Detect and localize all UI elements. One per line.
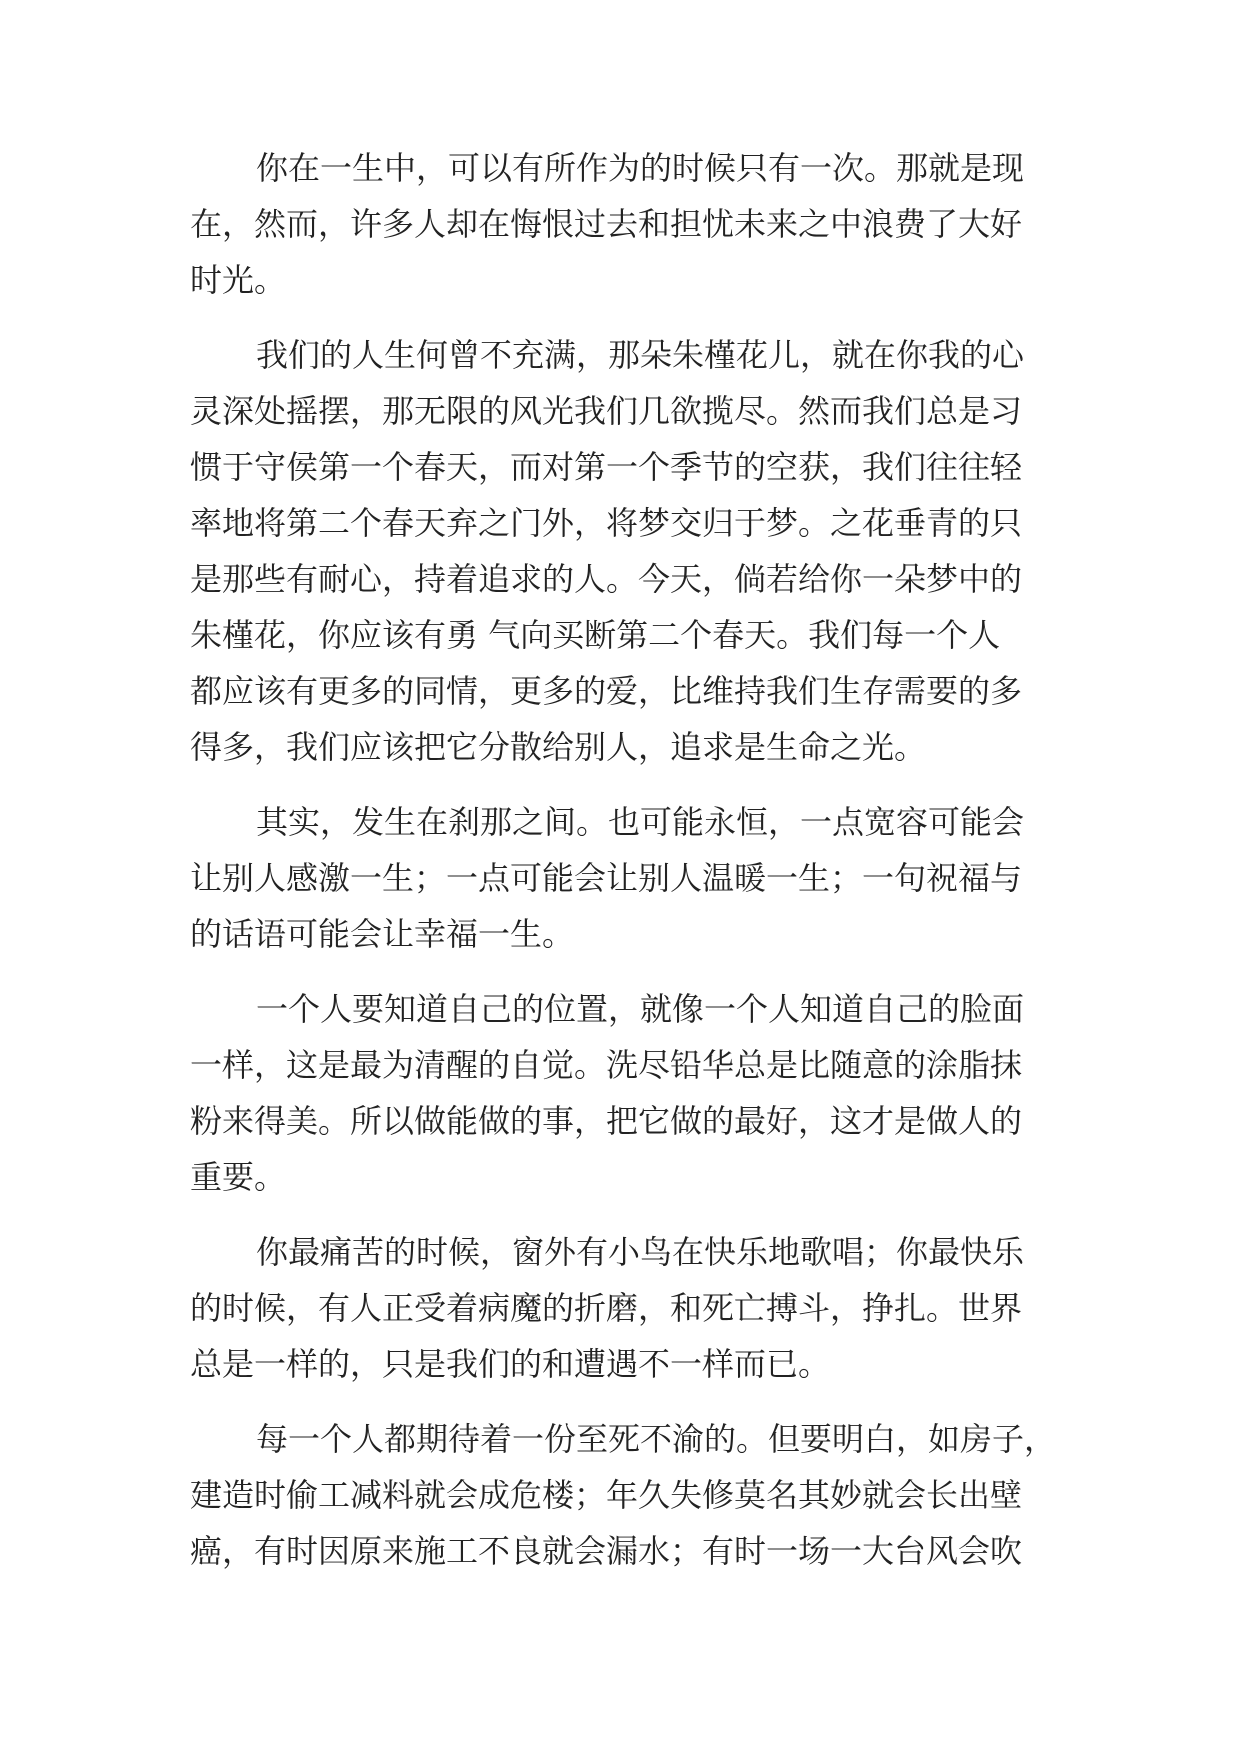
text-line: 惯于守侯第一个春天，而对第一个季节的空获，我们往往轻 <box>190 448 1023 486</box>
text-line: 一样，这是最为清醒的自觉。洗尽铅华总是比随意的涂脂抹 <box>190 1046 1023 1084</box>
text-line: 重要。 <box>190 1158 287 1196</box>
text-line: 其实，发生在刹那之间。也可能永恒，一点宽容可能会 <box>256 803 1025 841</box>
text-line: 建造时偷工减料就会成危楼；年久失修莫名其妙就会长出壁 <box>190 1476 1023 1514</box>
text-line: 粉来得美。所以做能做的事，把它做的最好，这才是做人的 <box>190 1102 1023 1140</box>
text-line: 的时候，有人正受着病魔的折磨，和死亡搏斗，挣扎。世界 <box>190 1289 1023 1327</box>
text-line: 得多，我们应该把它分散给别人，追求是生命之光。 <box>190 728 927 766</box>
text-line: 灵深处摇摆，那无限的风光我们几欲揽尽。然而我们总是习 <box>190 392 1023 430</box>
text-line: 你最痛苦的时候，窗外有小鸟在快乐地歌唱；你最快乐 <box>256 1233 1025 1271</box>
text-line: 每一个人都期待着一份至死不渝的。但要明白，如房子， <box>256 1420 1057 1458</box>
text-line: 一个人要知道自己的位置，就像一个人知道自己的脸面 <box>256 990 1025 1028</box>
text-line: 是那些有耐心，持着追求的人。今天，倘若给你一朵梦中的 <box>190 560 1023 598</box>
text-line: 在，然而，许多人却在悔恨过去和担忧未来之中浪费了大好 <box>190 205 1023 243</box>
text-line: 时光。 <box>190 261 287 299</box>
text-line: 你在一生中，可以有所作为的时候只有一次。那就是现 <box>256 149 1025 187</box>
text-line: 我们的人生何曾不充满，那朵朱槿花儿，就在你我的心 <box>256 336 1025 374</box>
text-line: 癌，有时因原来施工不良就会漏水；有时一场一大台风会吹 <box>190 1532 1023 1570</box>
text-line: 的话语可能会让幸福一生。 <box>190 915 575 953</box>
text-line: 朱槿花，你应该有勇 气向买断第二个春天。我们每一个人 <box>190 616 1001 654</box>
text-line: 都应该有更多的同情，更多的爱，比维持我们生存需要的多 <box>190 672 1023 710</box>
text-line: 让别人感激一生；一点可能会让别人温暖一生；一句祝福与 <box>190 859 1023 897</box>
text-line: 总是一样的，只是我们的和遭遇不一样而已。 <box>190 1345 831 1383</box>
text-line: 率地将第二个春天弃之门外，将梦交归于梦。之花垂青的只 <box>190 504 1023 542</box>
